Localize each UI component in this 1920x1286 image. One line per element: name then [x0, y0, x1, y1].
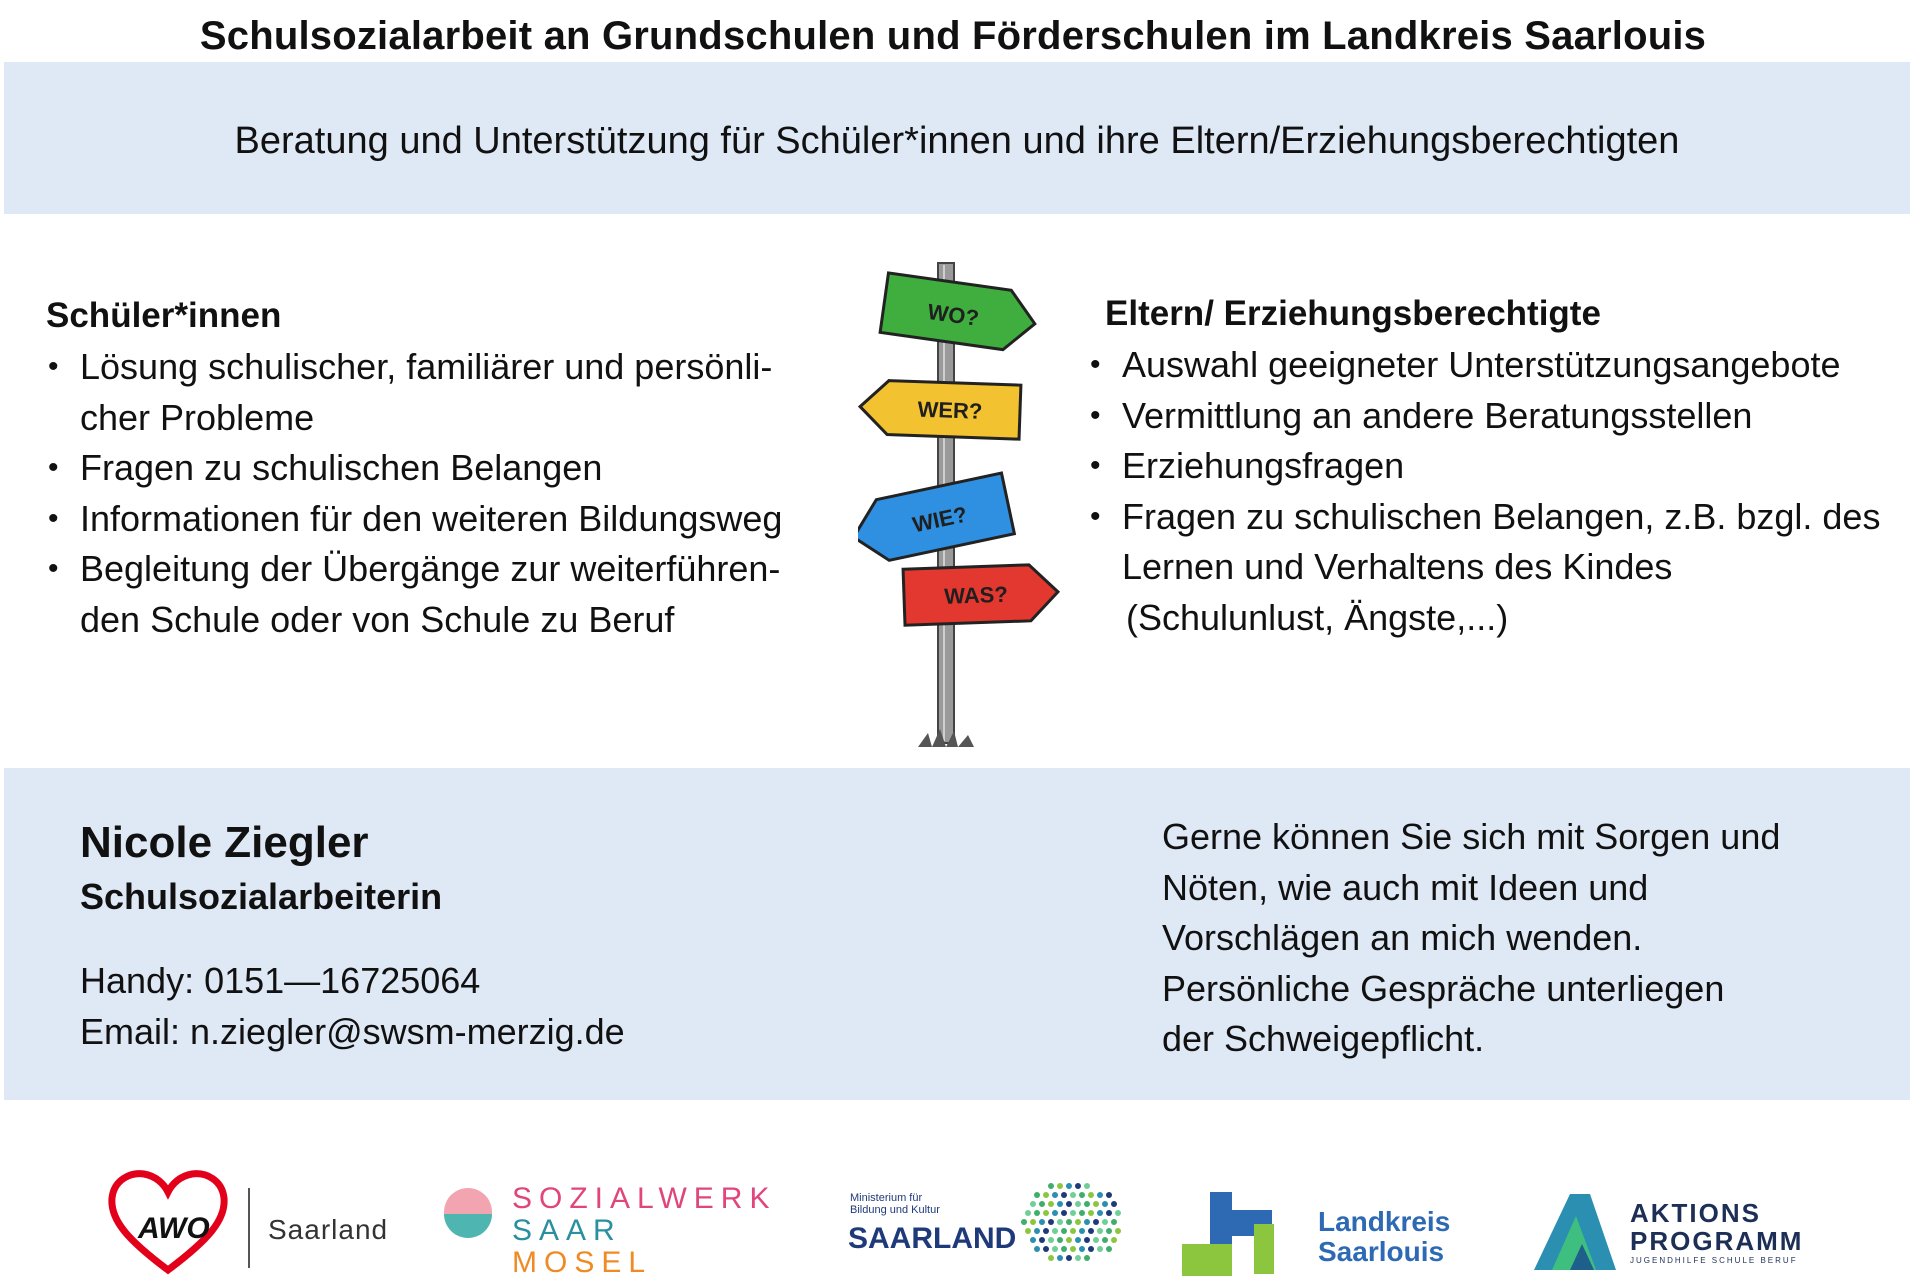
aktionsprogramm-logo: [1530, 1170, 1830, 1280]
ministerium-name: SAARLAND: [848, 1222, 1017, 1255]
sign-label: WO?: [926, 298, 981, 331]
ministerium-line2: Bildung und Kultur: [850, 1204, 940, 1216]
saarland-map-icon: [1018, 1180, 1128, 1270]
page-subtitle: Beratung und Unterstützung für Schüler*innen und ihre Eltern/Erziehungsberechtigten: [234, 120, 1680, 162]
sign-label: WIE?: [910, 501, 970, 538]
students-heading: Schüler*innen: [46, 296, 282, 335]
list-item-continuation: den Schule oder von Schule zu Beruf: [80, 598, 675, 640]
list-item-continuation: cher Probleme: [80, 396, 315, 438]
sign-label: WER?: [917, 396, 983, 424]
sign-was: [903, 564, 1059, 625]
contact-name: Nicole Ziegler: [80, 818, 369, 867]
list-item: • Informationen für den weiteren Bildungsweg: [46, 494, 846, 545]
parents-list: [1088, 340, 1898, 643]
signpost-illustration: [858, 255, 1068, 755]
ministerium-logo: [838, 1170, 1138, 1280]
sozialwerk-line1: SOZIALWERK: [512, 1182, 777, 1215]
landkreis-line1: Landkreis: [1318, 1206, 1451, 1237]
list-item: • Auswahl geeigneter Unterstützungsangebote: [1088, 340, 1898, 391]
landkreis-line2: Saarlouis: [1318, 1236, 1445, 1267]
note-line: Vorschlägen an mich wenden.: [1162, 917, 1643, 958]
sign-wer: [859, 380, 1021, 440]
parents-heading: Eltern/ Erziehungsberechtigte: [1105, 294, 1601, 333]
aktionsprogramm-sub: JUGENDHILFE SCHULE BERUF: [1630, 1256, 1798, 1265]
list-item: • Fragen zu schulischen Belangen, z.B. bzgl. des: [1088, 492, 1898, 543]
sozialwerk-logo: [440, 1170, 780, 1280]
contact-phone[interactable]: Handy: 0151—16725064: [80, 960, 481, 1001]
sozialwerk-line2: SAAR: [512, 1214, 622, 1247]
sign-wie: [858, 473, 1014, 566]
landkreis-emblem-icon: [1180, 1170, 1300, 1280]
note-line: Nöten, wie auch mit Ideen und: [1162, 866, 1649, 908]
page-title: Schulsozialarbeit an Grundschulen und Förderschulen im Landkreis Saarlouis: [199, 14, 1707, 58]
list-item: • Erziehungsfragen: [1088, 441, 1898, 492]
list-item-continuation: (Schulunlust, Ängste,...): [1126, 596, 1509, 638]
ministerium-line1: Ministerium für: [850, 1192, 923, 1204]
sign-label: WAS?: [943, 581, 1009, 609]
aktionsprogramm-line2: PROGRAMM: [1630, 1226, 1804, 1256]
aktionsprogramm-line1: AKTIONS: [1630, 1198, 1761, 1228]
awo-region: Saarland: [268, 1214, 389, 1245]
landkreis-logo: [1180, 1170, 1480, 1280]
divider: [248, 1188, 250, 1268]
list-item-continuation: Lernen und Verhaltens des Kindes: [1122, 546, 1673, 587]
list-item: • Fragen zu schulischen Belangen: [46, 443, 846, 494]
sozialwerk-line3: MOSEL: [512, 1246, 653, 1279]
contact-note: [1162, 812, 1882, 1065]
awo-mark: AWO: [138, 1212, 210, 1245]
students-list: [46, 342, 846, 645]
list-item: • Lösung schulischer, familiärer und persönli-: [46, 342, 846, 393]
contact-role: Schulsozialarbeiterin: [80, 876, 443, 917]
aktionsprogramm-emblem-icon: [1530, 1192, 1620, 1272]
list-item: • Vermittlung an andere Beratungsstellen: [1088, 391, 1898, 442]
list-item: • Begleitung der Übergänge zur weiterführen-: [46, 544, 846, 595]
sign-wo: [880, 273, 1039, 354]
note-line: Persönliche Gespräche unterliegen: [1162, 967, 1725, 1009]
awo-logo: [108, 1170, 418, 1280]
subtitle-band: [4, 62, 1910, 214]
contact-email[interactable]: Email: n.ziegler@swsm-merzig.de: [80, 1011, 625, 1052]
note-line: Gerne können Sie sich mit Sorgen und: [1162, 816, 1781, 857]
note-line: der Schweigepflicht.: [1162, 1018, 1485, 1059]
